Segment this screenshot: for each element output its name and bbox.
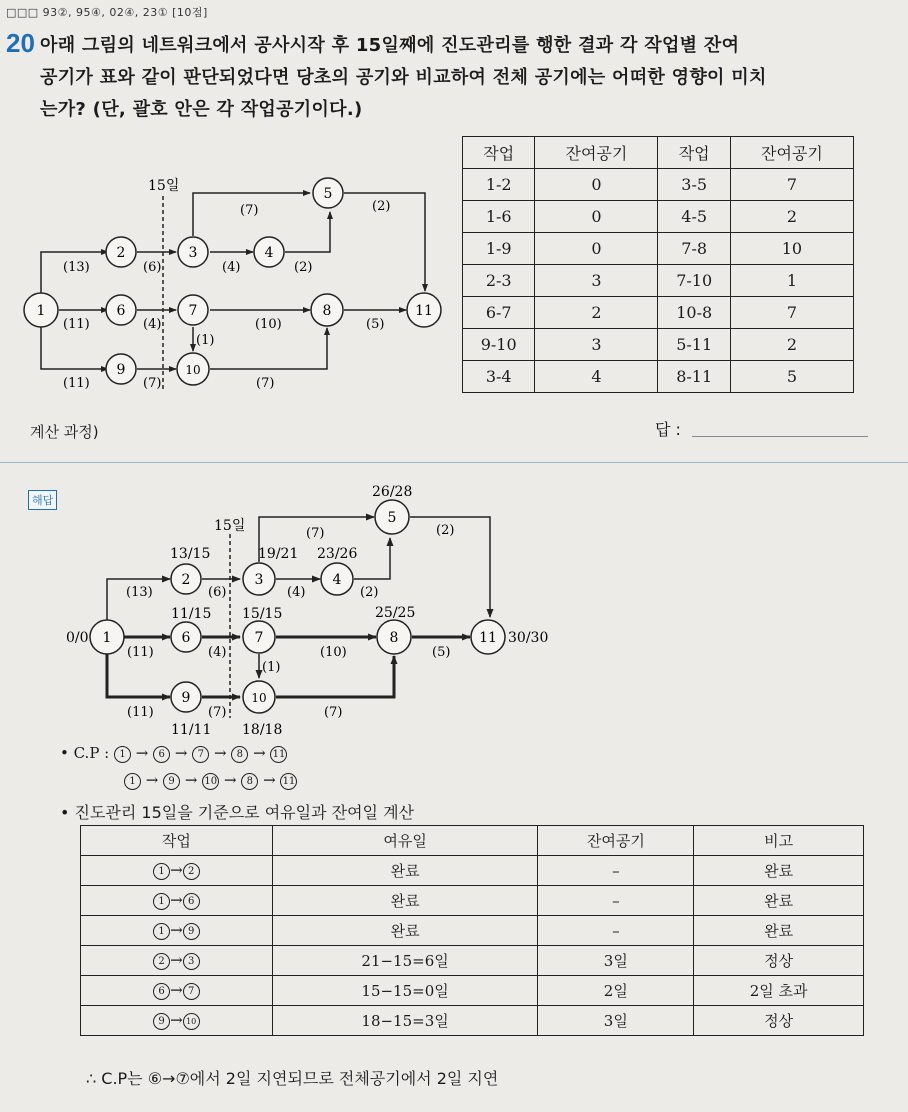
- table-cell: 8-11: [658, 361, 730, 393]
- table-cell: 0: [535, 169, 658, 201]
- table-row: [81, 946, 864, 976]
- float-cell: 완료: [272, 916, 538, 946]
- node-5-label: 5: [323, 186, 333, 202]
- to-node: 10: [183, 1013, 200, 1030]
- table-header-row: [81, 826, 864, 856]
- table-row: [81, 976, 864, 1006]
- node-2-label: 2: [116, 245, 126, 261]
- duration-1-6: (11): [63, 317, 90, 332]
- to-node: 6: [183, 893, 200, 910]
- table-cell: 9-10: [463, 329, 535, 361]
- table-row: [81, 1006, 864, 1036]
- table-cell: 3: [535, 265, 658, 297]
- cp1-node: 7: [192, 746, 209, 763]
- float-cell: 완료: [272, 886, 538, 916]
- from-node: 1: [153, 893, 170, 910]
- node-7-label: 7: [188, 303, 198, 319]
- column-header: 잔여공기: [730, 137, 853, 169]
- note-cell: 완료: [694, 886, 864, 916]
- duration-8-11: (5): [366, 317, 385, 332]
- edge-4-5: [285, 212, 330, 252]
- solution-node-7-label: 7: [254, 630, 264, 646]
- table-row: [463, 265, 854, 297]
- critical-path-line-1: • C.P : 1 → 6 → 7 → 8 → 11: [60, 744, 287, 763]
- table-cell: 6-7: [463, 297, 535, 329]
- note-cell: 완료: [694, 916, 864, 946]
- solution-node-4-label: 4: [332, 572, 342, 588]
- remaining-duration-table: [462, 136, 854, 393]
- solution-duration-4-5: (2): [360, 585, 379, 600]
- node-3-times: 19/21: [258, 546, 299, 562]
- duration-7-10: (1): [196, 333, 215, 348]
- solution-day-15-label: 15일: [214, 518, 246, 534]
- table-cell: 1-6: [463, 201, 535, 233]
- column-header: 비고: [694, 826, 864, 856]
- node-8-times: 25/25: [375, 605, 416, 621]
- cp1-node: 11: [270, 746, 287, 763]
- table-row: [463, 169, 854, 201]
- question-line-2: 공기가 표와 같이 판단되었다면 당초의 공기와 비교하여 전체 공기에는 어떠한 영향이 미치: [40, 67, 767, 88]
- remaining-cell: 3일: [538, 946, 694, 976]
- table-row: [81, 886, 864, 916]
- table-cell: 0: [535, 201, 658, 233]
- float-cell: 15−15=0일: [272, 976, 538, 1006]
- node-9-label: 9: [116, 362, 126, 378]
- to-node: 3: [183, 953, 200, 970]
- cp2-node: 8: [241, 773, 258, 790]
- table-cell: 3-4: [463, 361, 535, 393]
- solution-duration-1-6: (11): [127, 645, 154, 660]
- solution-node-2-label: 2: [181, 572, 191, 588]
- column-header: 작업: [463, 137, 535, 169]
- duration-6-7: (4): [143, 317, 162, 332]
- remaining-cell: 3일: [538, 1006, 694, 1036]
- duration-9-10: (7): [143, 376, 162, 391]
- to-node: 9: [183, 923, 200, 940]
- solution-duration-8-11: (5): [432, 645, 451, 660]
- activity-cell: 9 → 10: [81, 1006, 273, 1036]
- table-cell: 7-10: [658, 265, 730, 297]
- node-9-times: 11/11: [171, 722, 212, 738]
- duration-1-2: (13): [63, 260, 90, 275]
- solution-edge-1-9: [107, 654, 170, 697]
- duration-1-9: (11): [63, 376, 90, 391]
- column-header: 여유일: [272, 826, 538, 856]
- node-2-times: 13/15: [170, 546, 211, 562]
- duration-5-11: (2): [372, 199, 391, 214]
- node-4-times: 23/26: [317, 546, 358, 562]
- cp1-node: 6: [153, 746, 170, 763]
- table-row: [81, 856, 864, 886]
- solution-duration-7-10: (1): [262, 660, 281, 675]
- table-cell: 4-5: [658, 201, 730, 233]
- node-4-label: 4: [264, 245, 274, 261]
- remaining-cell: –: [538, 916, 694, 946]
- activity-cell: 1 → 2: [81, 856, 273, 886]
- table-row: [463, 233, 854, 265]
- calculation-label: 계산 과정): [30, 423, 99, 441]
- solution-node-10-label: 10: [251, 691, 267, 705]
- table-cell: 3-5: [658, 169, 730, 201]
- solution-node-11-label: 11: [479, 630, 497, 646]
- solution-edge-4-5: [354, 538, 390, 579]
- remaining-cell: 2일: [538, 976, 694, 1006]
- table-row: [463, 201, 854, 233]
- node-8-label: 8: [322, 303, 332, 319]
- solution-edge-10-8: [276, 656, 394, 697]
- problem-network-diagram: [0, 150, 460, 400]
- question-line-1: 아래 그림의 네트워크에서 공사시작 후 15일째에 진도관리를 행한 결과 각 작업별 잔여: [40, 35, 740, 56]
- node-7-times: 15/15: [242, 606, 283, 622]
- duration-2-3: (6): [143, 260, 162, 275]
- table-cell: 7: [730, 297, 853, 329]
- table-cell: 2: [535, 297, 658, 329]
- duration-10-8: (7): [256, 376, 275, 391]
- table-row: [463, 329, 854, 361]
- activity-cell: 6 → 7: [81, 976, 273, 1006]
- table-cell: 2: [730, 201, 853, 233]
- table-cell: 5-11: [658, 329, 730, 361]
- node-10-times: 18/18: [242, 722, 283, 738]
- node-11-label: 11: [415, 303, 433, 319]
- from-node: 6: [153, 983, 170, 1000]
- table-cell: 2-3: [463, 265, 535, 297]
- from-node: 9: [153, 1013, 170, 1030]
- cp1-node: 8: [231, 746, 248, 763]
- solution-duration-9-10: (7): [208, 705, 227, 720]
- activity-cell: 2 → 3: [81, 946, 273, 976]
- solution-node-1-label: 1: [102, 630, 112, 646]
- from-node: 1: [153, 863, 170, 880]
- node-3-label: 3: [188, 245, 198, 261]
- critical-path-label: • C.P :: [60, 744, 110, 762]
- table-cell: 1-9: [463, 233, 535, 265]
- node-1-times: 0/0: [66, 630, 89, 646]
- table-cell: 5: [730, 361, 853, 393]
- float-cell: 21−15=6일: [272, 946, 538, 976]
- cp2-node: 11: [280, 773, 297, 790]
- problem-meta: □□□ 93②, 95④, 02④, 23① [10점]: [6, 6, 208, 19]
- table-row: [463, 361, 854, 393]
- solution-duration-6-7: (4): [208, 645, 227, 660]
- section-divider: [0, 462, 908, 463]
- duration-7-8: (10): [255, 317, 282, 332]
- duration-3-5: (7): [240, 203, 259, 218]
- remaining-cell: –: [538, 886, 694, 916]
- column-header: 작업: [81, 826, 273, 856]
- note-cell: 정상: [694, 946, 864, 976]
- activity-cell: 1 → 6: [81, 886, 273, 916]
- table-cell: 7: [730, 169, 853, 201]
- solution-duration-1-2: (13): [126, 585, 153, 600]
- progress-heading: • 진도관리 15일을 기준으로 여유일과 잔여일 계산: [60, 803, 414, 822]
- note-cell: 2일 초과: [694, 976, 864, 1006]
- table-cell: 10: [730, 233, 853, 265]
- answer-line: [692, 436, 868, 437]
- table-cell: 3: [535, 329, 658, 361]
- node-5-times: 26/28: [372, 484, 413, 500]
- float-cell: 완료: [272, 856, 538, 886]
- table-header-row: [463, 137, 854, 169]
- solution-node-5-label: 5: [387, 510, 397, 526]
- from-node: 2: [153, 953, 170, 970]
- table-cell: 1: [730, 265, 853, 297]
- solution-badge: 해답: [28, 490, 57, 510]
- table-row: [81, 916, 864, 946]
- edge-1-9: [41, 327, 108, 369]
- solution-node-6-label: 6: [181, 630, 191, 646]
- table-cell: 1-2: [463, 169, 535, 201]
- node-1-label: 1: [36, 303, 46, 319]
- cp1-node: 1: [114, 746, 131, 763]
- solution-node-9-label: 9: [181, 690, 191, 706]
- progress-table: [80, 825, 864, 1036]
- day-15-label: 15일: [148, 178, 180, 194]
- remaining-cell: –: [538, 856, 694, 886]
- node-6-times: 11/15: [171, 606, 212, 622]
- table-row: [463, 297, 854, 329]
- table-cell: 0: [535, 233, 658, 265]
- note-cell: 완료: [694, 856, 864, 886]
- from-node: 1: [153, 923, 170, 940]
- note-cell: 정상: [694, 1006, 864, 1036]
- solution-duration-1-9: (11): [127, 705, 154, 720]
- question-line-3: 는가? (단, 괄호 안은 각 작업공기이다.): [40, 99, 363, 120]
- node-10-label: 10: [185, 363, 201, 377]
- cp2-node: 10: [202, 773, 219, 790]
- solution-network-diagram: [0, 478, 600, 740]
- table-cell: 7-8: [658, 233, 730, 265]
- question-number: 20: [6, 28, 35, 58]
- question-text: [40, 30, 890, 126]
- solution-duration-3-4: (4): [287, 585, 306, 600]
- table-cell: 10-8: [658, 297, 730, 329]
- solution-duration-2-3: (6): [208, 585, 227, 600]
- solution-node-3-label: 3: [254, 572, 264, 588]
- solution-node-8-label: 8: [389, 630, 399, 646]
- cp2-node: 9: [163, 773, 180, 790]
- to-node: 7: [183, 983, 200, 1000]
- node-6-label: 6: [116, 303, 126, 319]
- answer-label: 답 :: [655, 420, 681, 439]
- critical-path-line-2: 1 → 9 → 10 → 8 → 11: [124, 771, 297, 790]
- solution-duration-10-8: (7): [324, 705, 343, 720]
- solution-duration-3-5: (7): [306, 526, 325, 541]
- node-11-times: 30/30: [508, 630, 549, 646]
- activity-cell: 1 → 9: [81, 916, 273, 946]
- table-cell: 4: [535, 361, 658, 393]
- solution-duration-5-11: (2): [436, 523, 455, 538]
- column-header: 작업: [658, 137, 730, 169]
- duration-3-4: (4): [222, 260, 241, 275]
- column-header: 잔여공기: [538, 826, 694, 856]
- conclusion-text: ∴ C.P는 ⑥→⑦에서 2일 지연되므로 전체공기에서 2일 지연: [86, 1069, 499, 1088]
- cp2-node: 1: [124, 773, 141, 790]
- table-cell: 2: [730, 329, 853, 361]
- column-header: 잔여공기: [535, 137, 658, 169]
- to-node: 2: [183, 863, 200, 880]
- edge-10-8: [210, 328, 327, 369]
- float-cell: 18−15=3일: [272, 1006, 538, 1036]
- solution-duration-7-8: (10): [320, 645, 347, 660]
- duration-4-5: (2): [294, 260, 313, 275]
